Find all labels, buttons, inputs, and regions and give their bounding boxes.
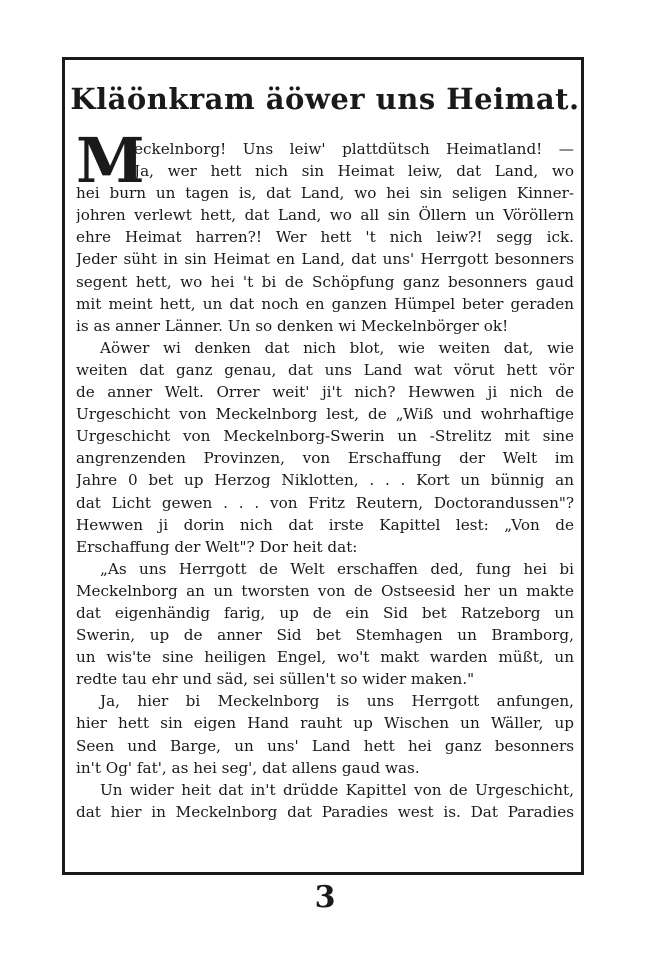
text-line: Ja, wer hett nich sin Heimat leiw, dat Land, wo — [134, 162, 574, 181]
text-line: Meckelnborg an un tworsten von de Ostseesid her un makte — [76, 581, 574, 600]
text-line: dat Licht gewen . . . von Fritz Reutern, Doctorandussen"? — [76, 493, 574, 512]
text-line: Un wider heit dat in't drüdde Kapittel von de Urgeschicht, — [100, 780, 574, 799]
text-line: hei burn un tagen is, dat Land, wo hei sin seligen Kinner- — [76, 184, 574, 203]
text-line: Hewwen ji dorin nich dat irste Kapittel lest: „Von de — [76, 515, 574, 534]
text-line: weiten dat ganz genau, dat uns Land wat vörut hett vör — [76, 360, 574, 379]
text-line: johren verlewt hett, dat Land, wo all sin Öllern un Vöröllern — [76, 206, 574, 225]
text-line: Aöwer wi denken dat nich blot, wie weiten dat, wie — [100, 338, 574, 357]
text-line: Erschaffung der Welt"? Dor heit dat: — [76, 537, 358, 556]
text-line: is as anner Länner. Un so denken wi Meckelnbörger ok! — [76, 316, 509, 335]
text-line: Seen und Barge, un uns' Land hett hei ganz besonners — [76, 736, 574, 755]
text-line: dat hier in Meckelnborg dat Paradies west is. Dat Paradies — [76, 802, 574, 821]
text-line: un wis'te sine heiligen Engel, wo't makt warden müßt, un — [76, 648, 574, 667]
text-line: segent hett, wo hei 't bi de Schöpfung ganz besonners gaud — [76, 272, 574, 291]
text-line: redte tau ehr und säd, sei süllen't so wider maken." — [76, 670, 475, 689]
text-line: Swerin, up de anner Sid bet Stemhagen un Bramborg, — [76, 626, 574, 645]
drop-cap: M — [76, 124, 145, 197]
text-line: Jahre 0 bet up Herzog Niklotten, . . . Kort un bünnig an — [76, 471, 574, 490]
text-line: angrenzenden Provinzen, von Erschaffung der Welt im — [76, 449, 574, 468]
text-line: dat eigenhändig farig, up de ein Sid bet Ratzeborg un — [76, 603, 574, 622]
text-line: in't Og' fat', as hei seg', dat allens gaud was. — [76, 758, 420, 777]
text-line: mit meint hett, un dat noch en ganzen Hümpel beter geraden — [76, 294, 574, 313]
page-title: Kläönkram äöwer uns Heimat. — [70, 82, 580, 116]
text-line: „As uns Herrgott de Welt erschaffen ded, fung hei bi — [100, 559, 574, 578]
text-line: eckelnborg! Uns leiw' plattdütsch Heimatland! — — [134, 140, 574, 158]
text-line: Urgeschicht von Meckelnborg-Swerin un -Strelitz mit sine — [76, 427, 574, 446]
page-number: 3 — [314, 880, 336, 915]
text-line: hier hett sin eigen Hand rauht up Wischen un Wäller, up — [76, 714, 574, 733]
body-text — [76, 138, 574, 823]
text-line: Urgeschicht von Meckelnborg lest, de „Wiß und wohrhaftige — [76, 405, 574, 424]
text-line: ehre Heimat harren?! Wer hett 't nich leiw?! segg ick. — [76, 228, 574, 247]
text-line: de anner Welt. Orrer weit' ji't nich? Hewwen ji nich de — [76, 383, 574, 402]
text-line: Ja, hier bi Meckelnborg is uns Herrgott anfungen, — [100, 692, 574, 711]
text-line: Jeder süht in sin Heimat en Land, dat uns' Herrgott besonners — [76, 250, 574, 269]
